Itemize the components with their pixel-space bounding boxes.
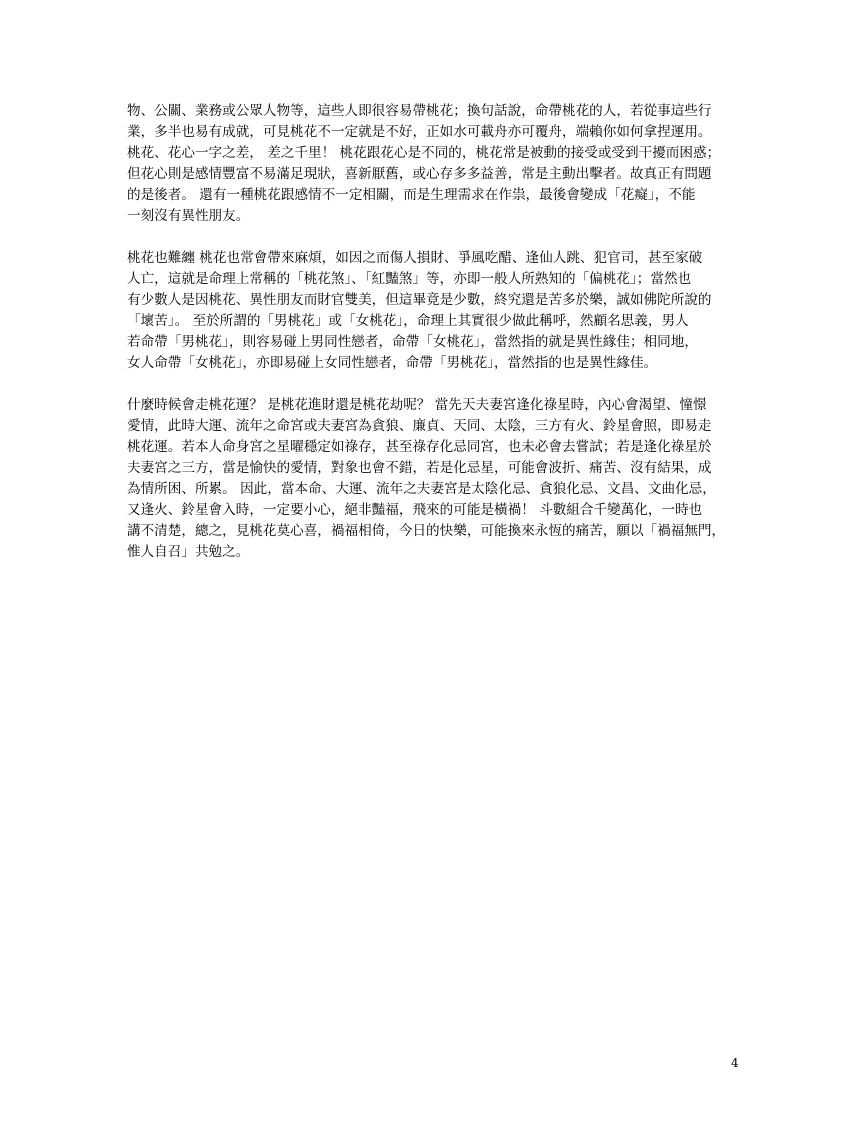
text-line: 人亡，這就是命理上常稱的「桃花煞」、「紅豔煞」等，亦即一般人所熟知的「偏桃花」；當然也 — [127, 271, 692, 287]
text-line: 講不清楚，總之，見桃花莫心喜，禍福相倚，今日的快樂，可能換來永恆的痛苦，願以「禍福無門， — [127, 523, 726, 539]
page-number: 4 — [731, 1056, 739, 1070]
text-line: 什麼時候會走桃花運？ 是桃花進財還是桃花劫呢？ 當先天夫妻宮逢化祿星時，內心會渴望、憧憬 — [127, 397, 707, 413]
text-line: 一刻沒有異性朋友。 — [127, 208, 250, 224]
text-line: 若命帶「男桃花」，則容易碰上男同性戀者，命帶「女桃花」，當然指的就是異性緣佳；相同地， — [127, 334, 698, 350]
paragraph-spacer — [127, 227, 747, 248]
text-line: 「壞苦」。 至於所謂的「男桃花」或「女桃花」，命理上其實很少做此稱呼，然顧名思義，男人 — [127, 313, 689, 329]
text-line: 業，多半也易有成就，可見桃花不一定就是不好，正如水可載舟亦可覆舟，端賴你如何拿捏運用。 — [127, 124, 712, 140]
text-line: 愛情，此時大運、流年之命宮或夫妻宮為貪狼、廉貞、天同、太陰，三方有火、鈴星會照，即易走 — [127, 418, 712, 434]
text-line: 女人命帶「女桃花」，亦即易碰上女同性戀者，命帶「男桃花」，當然指的也是異性緣佳。 — [127, 355, 658, 371]
text-line: 又逢火、鈴星會入時，一定要小心，絕非豔福，飛來的可能是橫禍！ 斗數組合千變萬化，一時也 — [127, 502, 703, 518]
text-line: 有少數人是因桃花、異性朋友而財官雙美，但這畢竟是少數，終究還是苦多於樂，誠如佛陀所說的 — [127, 292, 712, 308]
text-line: 但花心則是感情豐富不易滿足現狀，喜新厭舊，或心存多多益善，常是主動出擊者。故真正有問題 — [127, 166, 712, 182]
text-line: 的是後者。 還有一種桃花跟感情不一定相關，而是生理需求在作祟，最後會變成「花癡」，不能 — [127, 187, 696, 203]
text-line: 桃花也難纏 桃花也常會帶來麻煩，如因之而傷人損財、爭風吃醋、逢仙人跳、犯官司，甚至家破 — [127, 250, 703, 266]
text-line: 為情所困、所累。 因此，當本命、大運、流年之夫妻宮是太陰化忌、貪狼化忌、文昌、文曲化忌， — [127, 481, 716, 497]
document-body — [127, 101, 747, 563]
text-line: 桃花運。若本人命身宮之星曜穩定如祿存，甚至祿存化忌同宮，也未必會去嘗試；若是逢化祿星於 — [127, 439, 712, 455]
text-line: 惟人自召」共勉之。 — [127, 544, 250, 560]
paragraph-peach-blossom-career — [127, 101, 747, 227]
paragraph-peach-blossom-trouble — [127, 248, 747, 374]
text-line: 物、公關、業務或公眾人物等，這些人即很容易帶桃花；換句話說，命帶桃花的人，若從事這些行 — [127, 103, 712, 119]
paragraph-spacer — [127, 374, 747, 395]
text-line: 桃花、花心一字之差， 差之千里！ 桃花跟花心是不同的，桃花常是被動的接受或受到干擾而困惑； — [127, 145, 721, 161]
paragraph-peach-blossom-timing — [127, 395, 747, 563]
text-line: 夫妻宮之三方，當是愉快的愛情，對象也會不錯，若是化忌星，可能會波折、痛苦、沒有結果，成 — [127, 460, 712, 476]
